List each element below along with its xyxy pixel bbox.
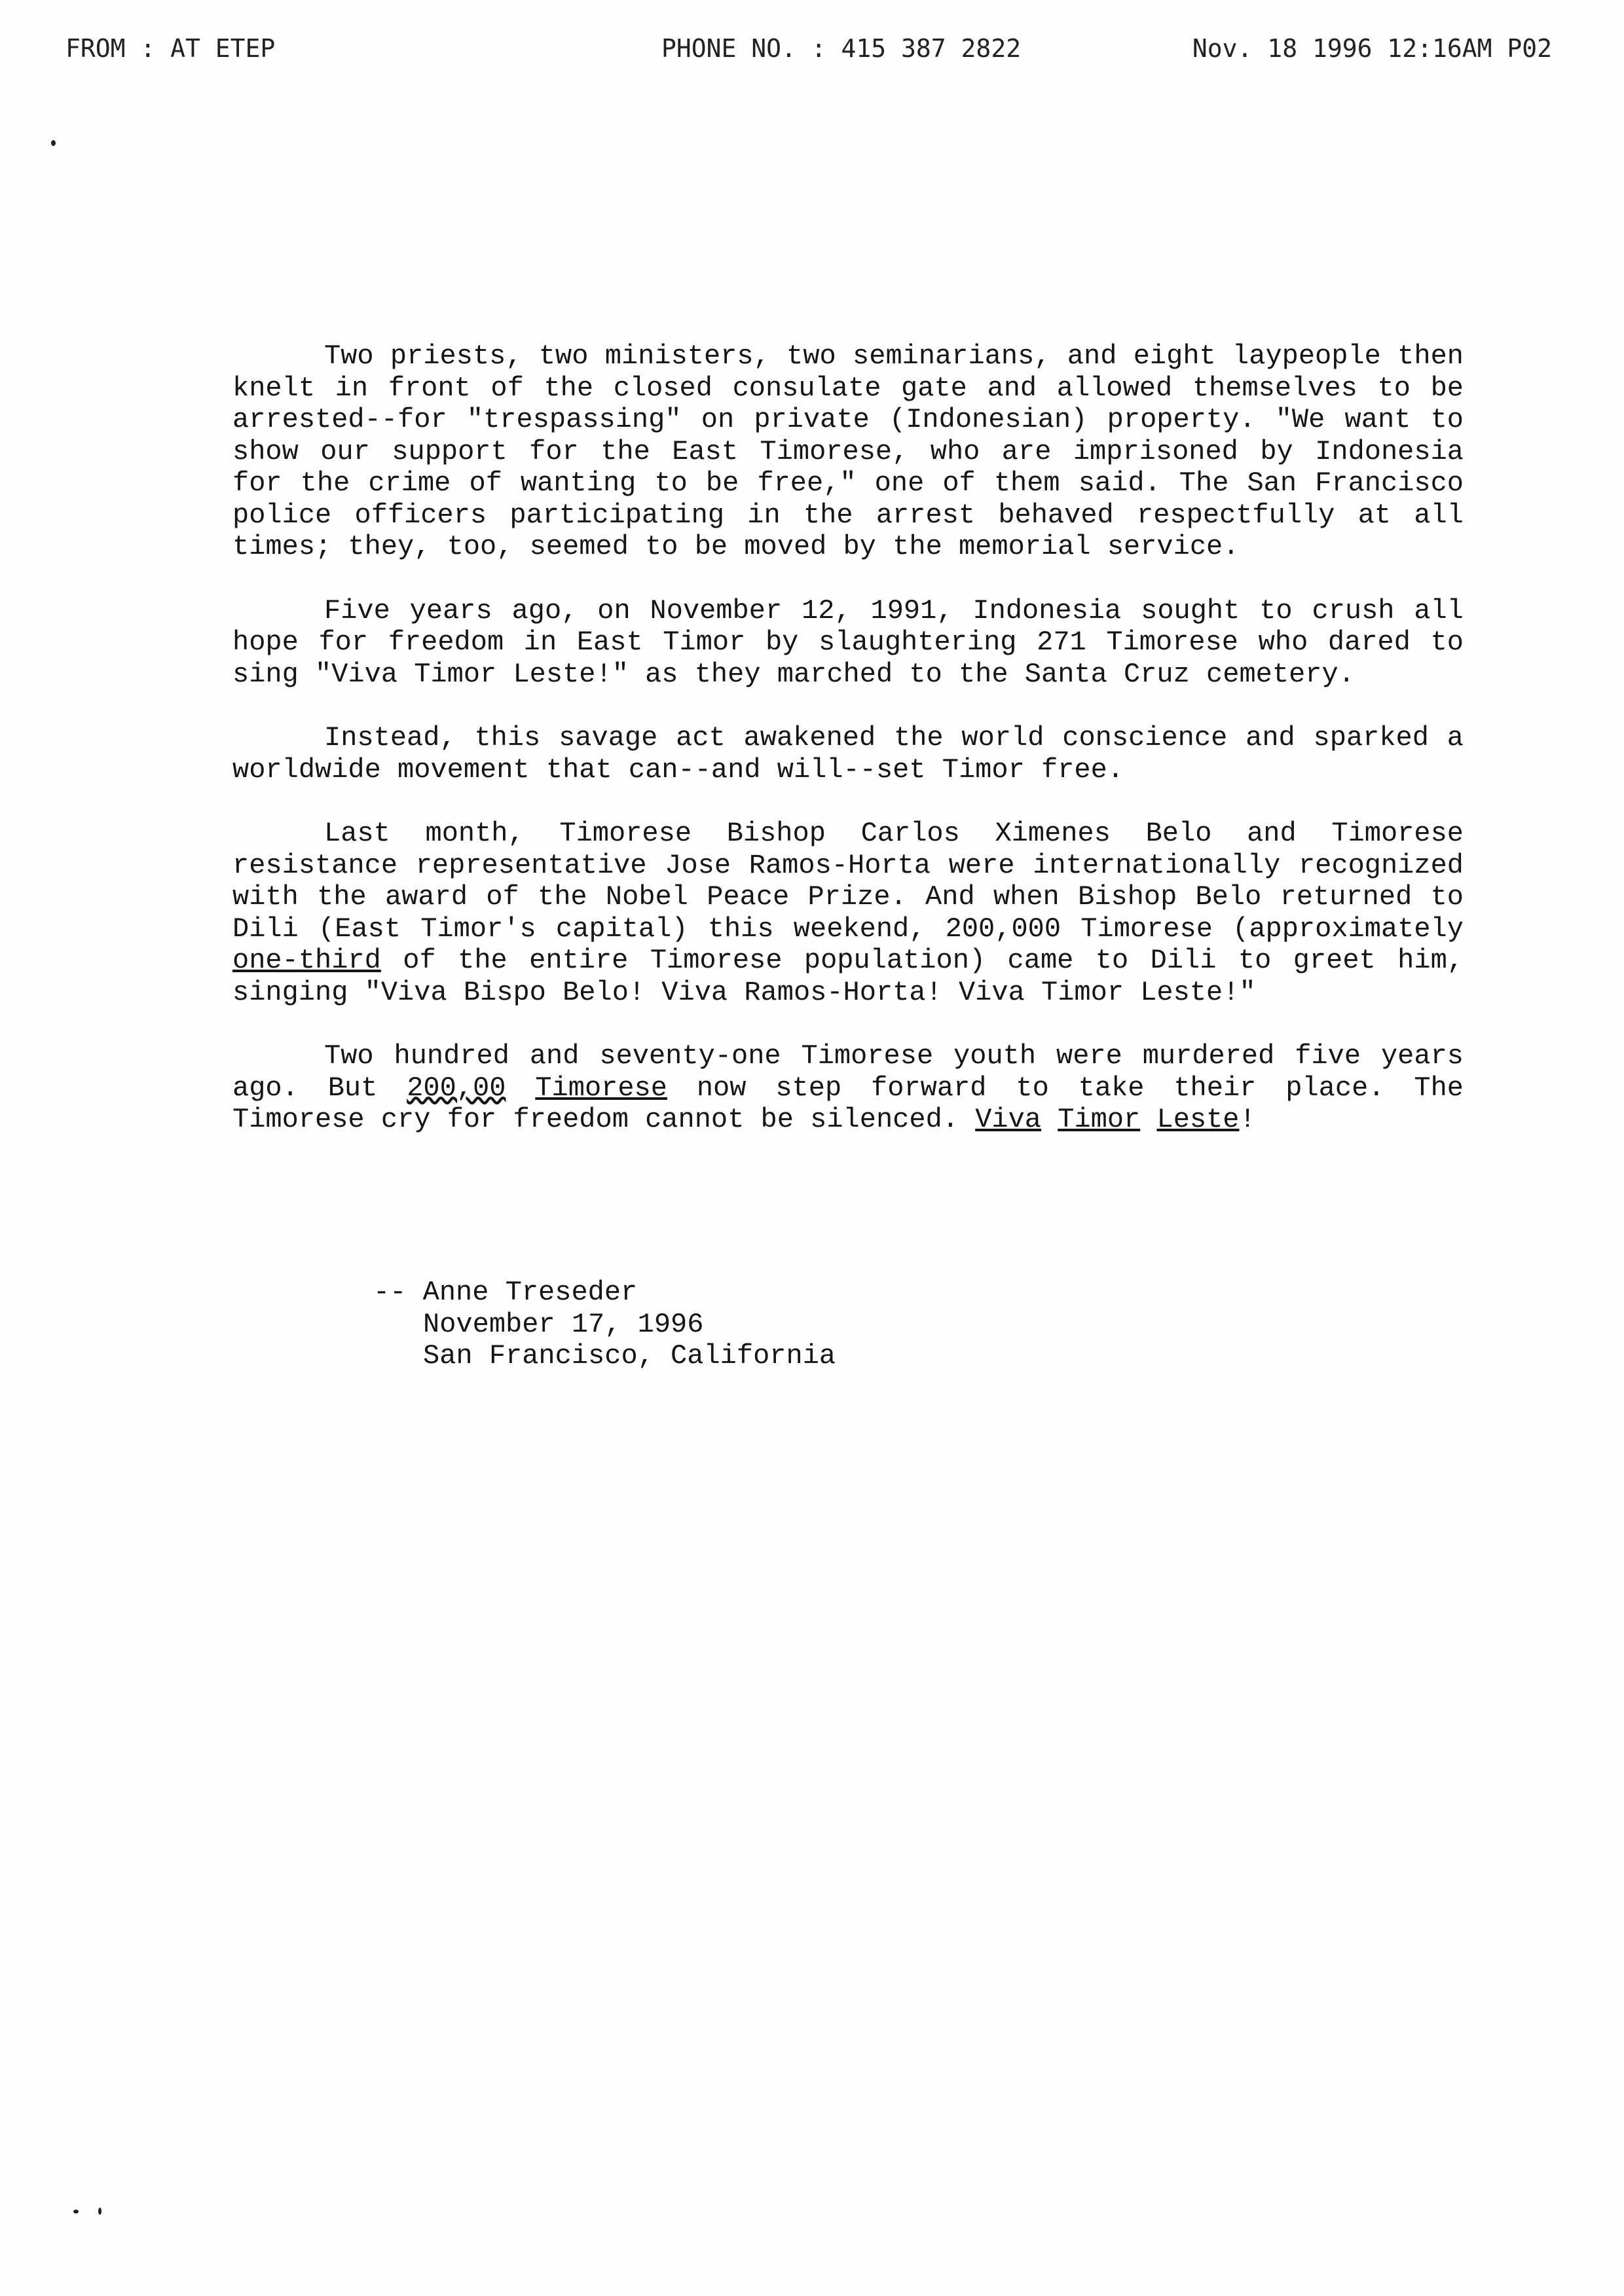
paragraph-text: now step forward to take their place. The Timorese cry for freedom cannot be silenced. bbox=[232, 1072, 1464, 1135]
fax-phone: PHONE NO. : 415 387 2822 bbox=[661, 34, 1022, 63]
paragraph-text: Two priests, two ministers, two seminarians, and eight laypeople then knelt in front of the closed consulate gate and allowed themselves to be arrested--for "trespassing" on private (Indonesian) property. "We want to show our support for the East Timorese, who are imprisoned by Indonesia for the crime of wanting to be free," one of them said. The San Francisco police officers participating in the arrest behaved respectfully at all times; they, too, seemed to be moved by the memorial service. bbox=[232, 340, 1464, 562]
fax-header bbox=[65, 34, 1552, 73]
underlined-text: Timor bbox=[1058, 1104, 1141, 1135]
paragraph-text: Two hundred and seventy-one Timorese youth were murdered five years ago. But bbox=[232, 1040, 1464, 1104]
underlined-text: one-third bbox=[232, 945, 381, 976]
underlined-text: Viva bbox=[975, 1104, 1042, 1135]
fax-datetime: Nov. 18 1996 12:16AM P02 bbox=[1192, 34, 1552, 63]
scan-speck bbox=[51, 140, 56, 146]
signature-date: November 17, 1996 bbox=[423, 1308, 704, 1340]
scan-speck bbox=[98, 2208, 101, 2215]
paragraph-text: of the entire Timorese population) came to Dili to greet him, singing "Viva Bispo Belo! Viva Ramos-Horta! Viva Timor Leste!" bbox=[232, 945, 1464, 1008]
letter-body bbox=[232, 340, 1464, 1136]
body-paragraph bbox=[232, 340, 1464, 563]
body-paragraph bbox=[232, 1040, 1464, 1136]
signature-place: San Francisco, California bbox=[423, 1340, 836, 1372]
scan-speck bbox=[73, 2210, 79, 2214]
underlined-text: 200,00 bbox=[407, 1072, 506, 1104]
body-paragraph bbox=[232, 722, 1464, 786]
paragraph-text bbox=[1041, 1104, 1058, 1135]
paragraph-text: Last month, Timorese Bishop Carlos Ximenes Belo and Timorese resistance representative Jose Ramos-Horta were internationally recognized with the award of the Nobel Peace Prize. And when Bishop Belo returned to Dili (East Timor's capital) this weekend, 200,000 Timorese (approximately bbox=[232, 818, 1464, 945]
paragraph-text: ! bbox=[1239, 1104, 1256, 1135]
body-paragraph bbox=[232, 595, 1464, 691]
underlined-text: Leste bbox=[1156, 1104, 1240, 1135]
underlined-text: Timorese bbox=[535, 1072, 667, 1104]
paragraph-text: Instead, this savage act awakened the world conscience and sparked a worldwide movement that can--and will--set Timor free. bbox=[232, 722, 1464, 786]
paragraph-text bbox=[506, 1072, 535, 1104]
body-paragraph bbox=[232, 818, 1464, 1008]
signature-name: -- Anne Treseder bbox=[373, 1277, 638, 1308]
paragraph-text: Five years ago, on November 12, 1991, Indonesia sought to crush all hope for freedom in East Timor by slaughtering 271 Timorese who dared to sing "Viva Timor Leste!" as they marched to the Santa Cruz cemetery. bbox=[232, 594, 1464, 690]
paragraph-text bbox=[1140, 1104, 1156, 1135]
signature-block bbox=[373, 1277, 836, 1372]
fax-from: FROM : AT ETEP bbox=[65, 34, 276, 63]
